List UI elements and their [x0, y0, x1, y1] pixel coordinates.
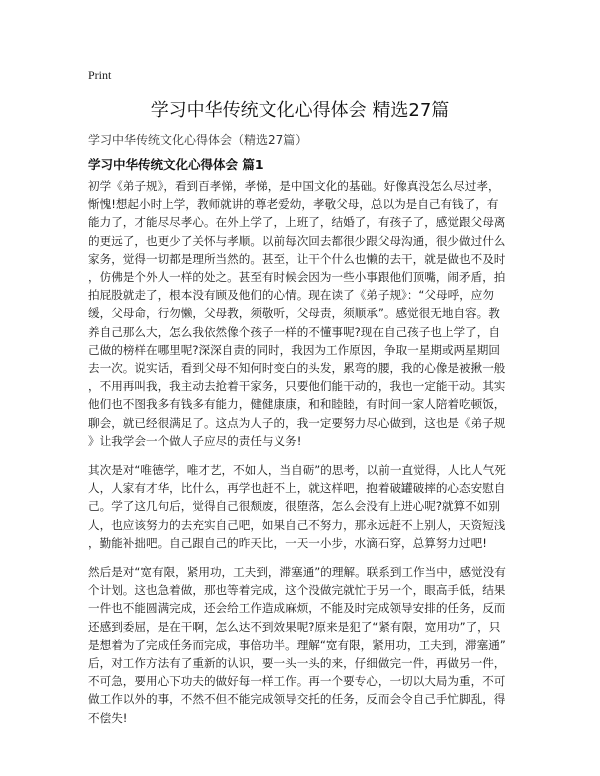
paragraph-line: 一件也不能圆满完成，还会给工作造成麻烦，不能及时完成领导安排的任务，反而	[88, 601, 506, 616]
document-body	[88, 177, 528, 738]
paragraph	[88, 177, 528, 450]
page-title: 学习中华传统文化心得体会 精选27篇	[150, 100, 450, 121]
paragraph-line: 然后是对“宽有限，紧用功，工夫到，滞塞通”的理解。联系到工作当中，感觉没有	[88, 565, 506, 580]
paragraph-line: 他们也不图我多有钱多有能力，健健康康，和和睦睦，有时间一家人陪着吃顿饭，	[88, 397, 506, 412]
paragraph-line: 己做的榜样在哪里呢?深深自责的同时，我因为工作原因，争取一星期或两星期回	[88, 342, 500, 357]
paragraph-line: 拍屁股就走了，根本没有顾及他们的心情。现在读了《弟子规》：“父母呼，应勿	[88, 288, 494, 303]
paragraph-line: 家务，觉得一切都是理所当然的。甚至，让干个什么也懒的去干，就是做也不及时	[88, 251, 506, 266]
paragraph-line: 不偿失!	[88, 710, 128, 725]
paragraph-line: 是想着为了完成任务而完成，事倍功半。理解“宽有限，紧用功，工夫到，滞塞通”	[88, 637, 506, 652]
paragraph-line: 惭愧!想起小时上学，教师就讲的尊老爱幼，孝敬父母，总以为是自己有钱了，有	[88, 197, 499, 212]
paragraph-line: 能力了，才能尽尽孝心。在外上学了，上班了，结婚了，有孩子了，感觉跟父母离	[88, 215, 506, 230]
paragraph-line: 》让我学会一个做人子应尽的责任与义务!	[88, 433, 302, 448]
paragraph-line: 的更远了，也更少了关怀与孝顺。以前每次回去都很少跟父母沟通，很少做过什么	[88, 233, 506, 248]
paragraph-line: 去一次。说实话，看到父母不知何时变白的头发，累弯的腰，我的心像是被揪一般	[88, 361, 506, 376]
paragraph-line: 后，对工作方法有了重新的认识，要一头一头的来，仔细做完一件，再做另一件，	[88, 656, 506, 671]
paragraph-line: ，不用再叫我，我主动去抢着干家务，只要他们能干动的，我也一定能干动。其实	[88, 379, 506, 394]
paragraph-line: 养自己那么大，怎么我依然像个孩子一样的不懂事呢?现在自己孩子也上学了，自	[88, 324, 500, 339]
paragraph	[88, 461, 528, 552]
paragraph	[88, 563, 528, 727]
paragraph-line: 聊会，就已经很满足了。这点为人子的，我一定要努力尽心做到，这也是《弟子规	[88, 415, 506, 430]
paragraph-line: 己。学了这几句后，觉得自己很颓废，很堕落，怎么会没有上进心呢?就算不如别	[88, 499, 500, 514]
paragraph-line: ，仿佛是个外人一样的处之。甚至有时候会因为一些小事跟他们顶嘴，闹矛盾，拍	[88, 270, 506, 285]
paragraph-line: 初学《弟子规》，看到百孝悌，孝悌，是中国文化的基础。好像真没怎么尽过孝，	[88, 179, 500, 193]
paragraph-line: 不可急，要用心下功夫的做好每一样工作。再一个要专心，一切以大局为重，不可	[88, 674, 506, 689]
paragraph-line: ，勤能补拙吧。自己跟自己的昨天比，一天一小步，水滴石穿，总算努力过吧!	[88, 535, 487, 550]
paragraph-line: 个计划。这也急着做，那也等着完成，这个没做完就忙于另一个，眼高手低，结果	[88, 583, 506, 598]
paragraph-line: 人，人家有才华，比什么，再学也赶不上，就这样吧，抱着破罐破摔的心态安慰自	[88, 481, 506, 496]
paragraph-line: 做工作以外的事，不然不但不能完成领导交托的任务，反而会令自己手忙脚乱，得	[88, 692, 506, 707]
section-heading: 学习中华传统文化心得体会 篇1	[88, 157, 264, 172]
print-link[interactable]: Print	[88, 68, 112, 82]
document-subtitle: 学习中华传统文化心得体会（精选27篇）	[88, 133, 308, 147]
paragraph-line: 人，也应该努力的去充实自己吧，如果自己不努力，那永远赶不上别人，天资短浅	[88, 517, 506, 532]
paragraph-line: 还感到委屈，是在干啊，怎么达不到效果呢?原来是犯了“紧有限，宽用功”了，只	[88, 619, 501, 634]
paragraph-line: 缓，父母命，行勿懒，父母教，须敬听，父母责，须顺承”。感觉很无地自容。教	[88, 306, 500, 321]
paragraph-line: 其次是对“唯德学，唯才艺，不如人，当自砺”的思考，以前一直觉得，人比人气死	[88, 463, 506, 478]
